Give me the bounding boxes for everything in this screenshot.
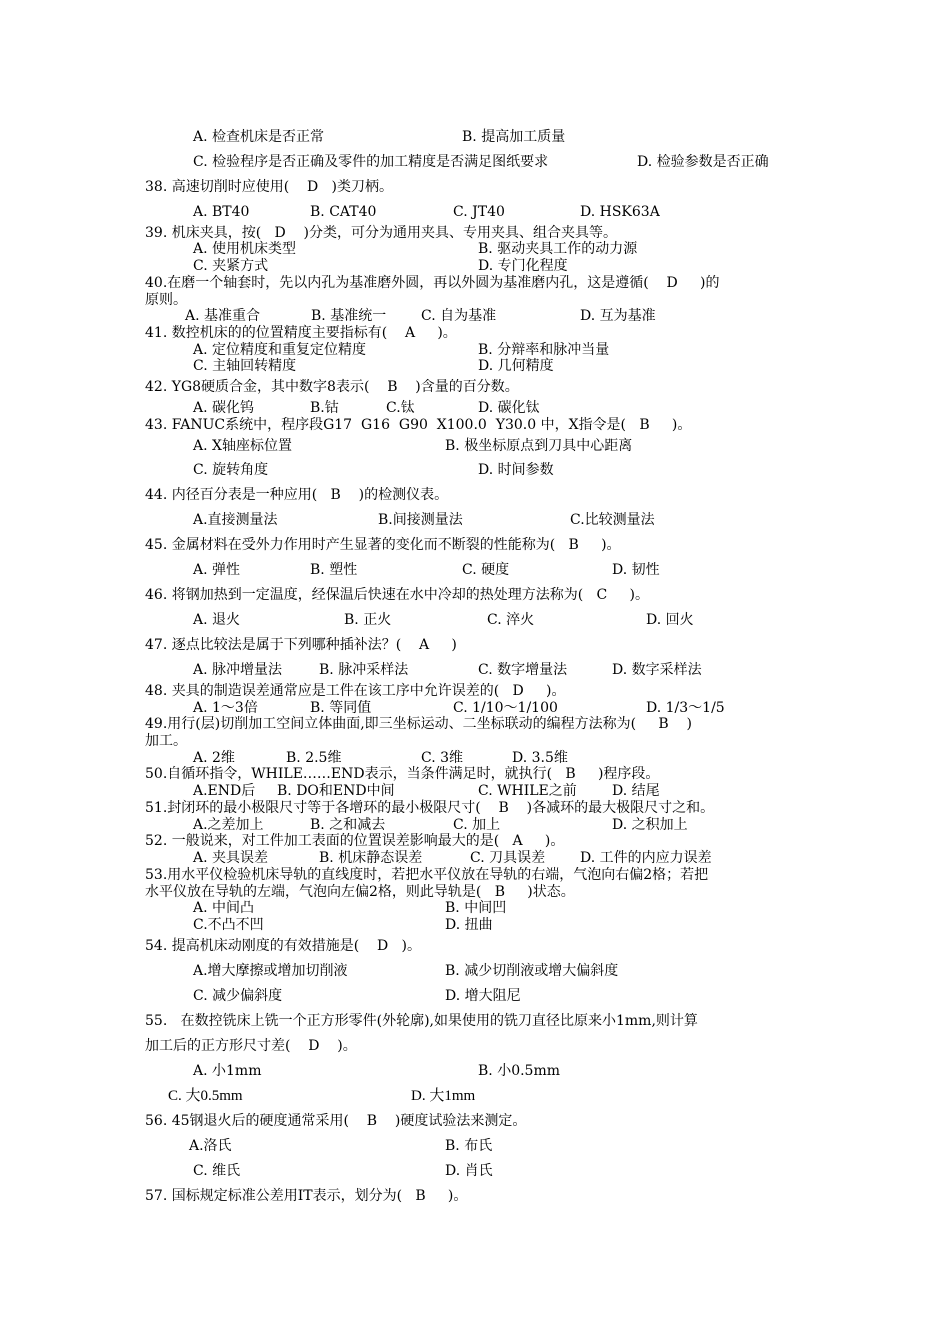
option-d: D. 互为基准 [580, 308, 656, 324]
option-d: D. 肖氏 [445, 1163, 493, 1179]
option-c: C.不凸不凹 [193, 917, 264, 933]
question-56: 56. 45钢退火后的硬度通常采用( B )硬度试验法来测定。 [145, 1113, 527, 1129]
option-c: C.钛 [386, 400, 415, 416]
option-a: A. 弹性 [193, 562, 241, 578]
option-c: C. 加上 [453, 817, 501, 833]
option-a: A. 检查机床是否正常 [193, 129, 325, 145]
option-b: B. 小0.5mm [478, 1063, 561, 1079]
option-d: D. 几何精度 [478, 358, 554, 374]
option-d: D. 韧性 [612, 562, 660, 578]
option-d: D. 增大阻尼 [445, 988, 521, 1004]
option-b: B. 布氏 [445, 1138, 493, 1154]
option-c: C. JT40 [453, 204, 505, 220]
option-d: D. 之积加上 [612, 817, 688, 833]
option-a: A. BT40 [193, 204, 250, 220]
option-a: A. 1～3倍 [193, 700, 258, 716]
option-c: C. 减少偏斜度 [193, 988, 283, 1004]
option-a: A. 退火 [193, 612, 241, 628]
option-d: D. 1/3～1/5 [646, 700, 725, 716]
option-b: B. DO和END中间 [277, 783, 395, 799]
option-c: C. 3维 [421, 750, 464, 766]
option-d: D. 大1mm [411, 1088, 476, 1104]
option-a: A. 碳化钨 [193, 400, 255, 416]
option-d: D. HSK63A [580, 204, 660, 220]
option-b: B. 中间凹 [445, 900, 507, 916]
option-a: A. 基准重合 [185, 308, 261, 324]
option-a: A.直接测量法 [193, 512, 278, 528]
question-47: 47. 逐点比较法是属于下列哪种插补法？( A ) [145, 637, 457, 653]
option-d: D. 专门化程度 [478, 258, 568, 274]
question-55: 55. 在数控铣床上铣一个正方形零件(外轮廓),如果使用的铣刀直径比原来小1mm,则计算 [145, 1013, 698, 1029]
option-b: B. 机床静态误差 [319, 850, 423, 866]
option-d: D. 扭曲 [445, 917, 493, 933]
question-50: 50.自循环指令，WHILE……END表示，当条件满足时，就执行( B )程序段。 [145, 766, 660, 782]
option-a: A. 定位精度和重复定位精度 [193, 342, 367, 358]
option-d: D. 时间参数 [478, 462, 554, 478]
option-c: C. 刀具误差 [470, 850, 546, 866]
option-a: A.END后 [193, 783, 256, 799]
option-b: B. 正火 [344, 612, 392, 628]
question-45: 45. 金属材料在受外力作用时产生显著的变化而不断裂的性能称为( B )。 [145, 537, 621, 553]
option-d: D. 结尾 [612, 783, 660, 799]
question-46: 46. 将钢加热到一定温度，经保温后快速在水中冷却的热处理方法称为( C )。 [145, 587, 649, 603]
option-d: D. 碳化钛 [478, 400, 540, 416]
option-c: C.比较测量法 [570, 512, 655, 528]
question-48: 48. 夹具的制造误差通常应是工件在该工序中允许误差的( D )。 [145, 683, 566, 699]
option-d: D. 检验参数是否正确 [637, 154, 769, 170]
option-a: A. 2维 [193, 750, 235, 766]
question-51: 51.封闭环的最小极限尺寸等于各增环的最小极限尺寸( B )各减环的最大极限尺寸之和。 [145, 800, 715, 816]
option-b: B. 驱动夹具工作的动力源 [478, 241, 638, 257]
option-c: C. WHILE之前 [478, 783, 577, 799]
option-a: A. X轴座标位置 [193, 438, 292, 454]
option-c: C. 硬度 [462, 562, 510, 578]
question-42: 42. YG8硬质合金，其中数字8表示( B )含量的百分数。 [145, 379, 519, 395]
option-c: C. 主轴回转精度 [193, 358, 297, 374]
option-c: C. 淬火 [487, 612, 535, 628]
option-b: B. 提高加工质量 [462, 129, 566, 145]
option-b: B. CAT40 [310, 204, 377, 220]
option-b: B. 塑性 [310, 562, 358, 578]
question-52: 52. 一般说来，对工件加工表面的位置误差影响最大的是( A )。 [145, 833, 565, 849]
option-a: A.之差加上 [193, 817, 264, 833]
option-c: C. 夹紧方式 [193, 258, 269, 274]
option-a: A. 夹具误差 [193, 850, 269, 866]
option-b: B.间接测量法 [378, 512, 463, 528]
option-d: D. 3.5维 [512, 750, 568, 766]
question-38: 38. 高速切削时应使用( D )类刀柄。 [145, 179, 394, 195]
option-a: A.洛氏 [189, 1138, 232, 1154]
question-43: 43. FANUC系统中，程序段G17 G16 G90 X100.0 Y30.0 中，X指令是( B )。 [145, 417, 692, 433]
option-c: C. 自为基准 [421, 308, 497, 324]
option-b: B. 分辩率和脉冲当量 [478, 342, 610, 358]
option-c: C. 旋转角度 [193, 462, 269, 478]
question-49: 49.用行(层)切削加工空间立体曲面,即三坐标运动、二坐标联动的编程方法称为( B ) [145, 716, 692, 732]
question-41: 41. 数控机床的的位置精度主要指标有( A )。 [145, 325, 457, 341]
question-53-cont: 水平仪放在导轨的左端，气泡向左偏2格，则此导轨是( B )状态。 [145, 884, 575, 900]
option-c: C. 大0.5mm [168, 1088, 243, 1104]
option-b: B. 2.5维 [286, 750, 342, 766]
option-a: A. 中间凸 [193, 900, 255, 916]
option-b: B. 之和减去 [310, 817, 386, 833]
question-57: 57. 国标规定标准公差用IT表示，划分为( B )。 [145, 1188, 468, 1204]
option-b: B. 减少切削液或增大偏斜度 [445, 963, 619, 979]
option-c: C. 1/10～1/100 [453, 700, 558, 716]
option-c: C. 数字增量法 [478, 662, 568, 678]
option-a: A. 脉冲增量法 [193, 662, 283, 678]
option-d: D. 回火 [646, 612, 694, 628]
question-44: 44. 内径百分表是一种应用( B )的检测仪表。 [145, 487, 449, 503]
question-53: 53.用水平仪检验机床导轨的直线度时，若把水平仪放在导轨的右端，气泡向右偏2格；若把 [145, 867, 709, 883]
option-b: B. 脉冲采样法 [319, 662, 409, 678]
question-39: 39. 机床夹具，按( D )分类，可分为通用夹具、专用夹具、组合夹具等。 [145, 225, 618, 241]
option-b: B.钴 [310, 400, 339, 416]
question-40: 40.在磨一个轴套时，先以内孔为基准磨外圆，再以外圆为基准磨内孔，这是遵循( D )的 [145, 275, 720, 291]
option-b: B. 极坐标原点到刀具中心距离 [445, 438, 633, 454]
question-54: 54. 提高机床动刚度的有效措施是( D )。 [145, 938, 422, 954]
question-55-cont: 加工后的正方形尺寸差( D )。 [145, 1038, 357, 1054]
question-49-cont: 加工。 [145, 733, 187, 749]
option-c: C. 检验程序是否正确及零件的加工精度是否满足图纸要求 [193, 154, 549, 170]
option-d: D. 数字采样法 [612, 662, 702, 678]
option-c: C. 维氏 [193, 1163, 241, 1179]
option-a: A.增大摩擦或增加切削液 [193, 963, 348, 979]
question-40-cont: 原则。 [145, 292, 187, 308]
option-d: D. 工件的内应力误差 [580, 850, 712, 866]
option-a: A. 使用机床类型 [193, 241, 297, 257]
option-b: B. 等同值 [310, 700, 372, 716]
option-b: B. 基准统一 [311, 308, 387, 324]
option-a: A. 小1mm [193, 1063, 262, 1079]
